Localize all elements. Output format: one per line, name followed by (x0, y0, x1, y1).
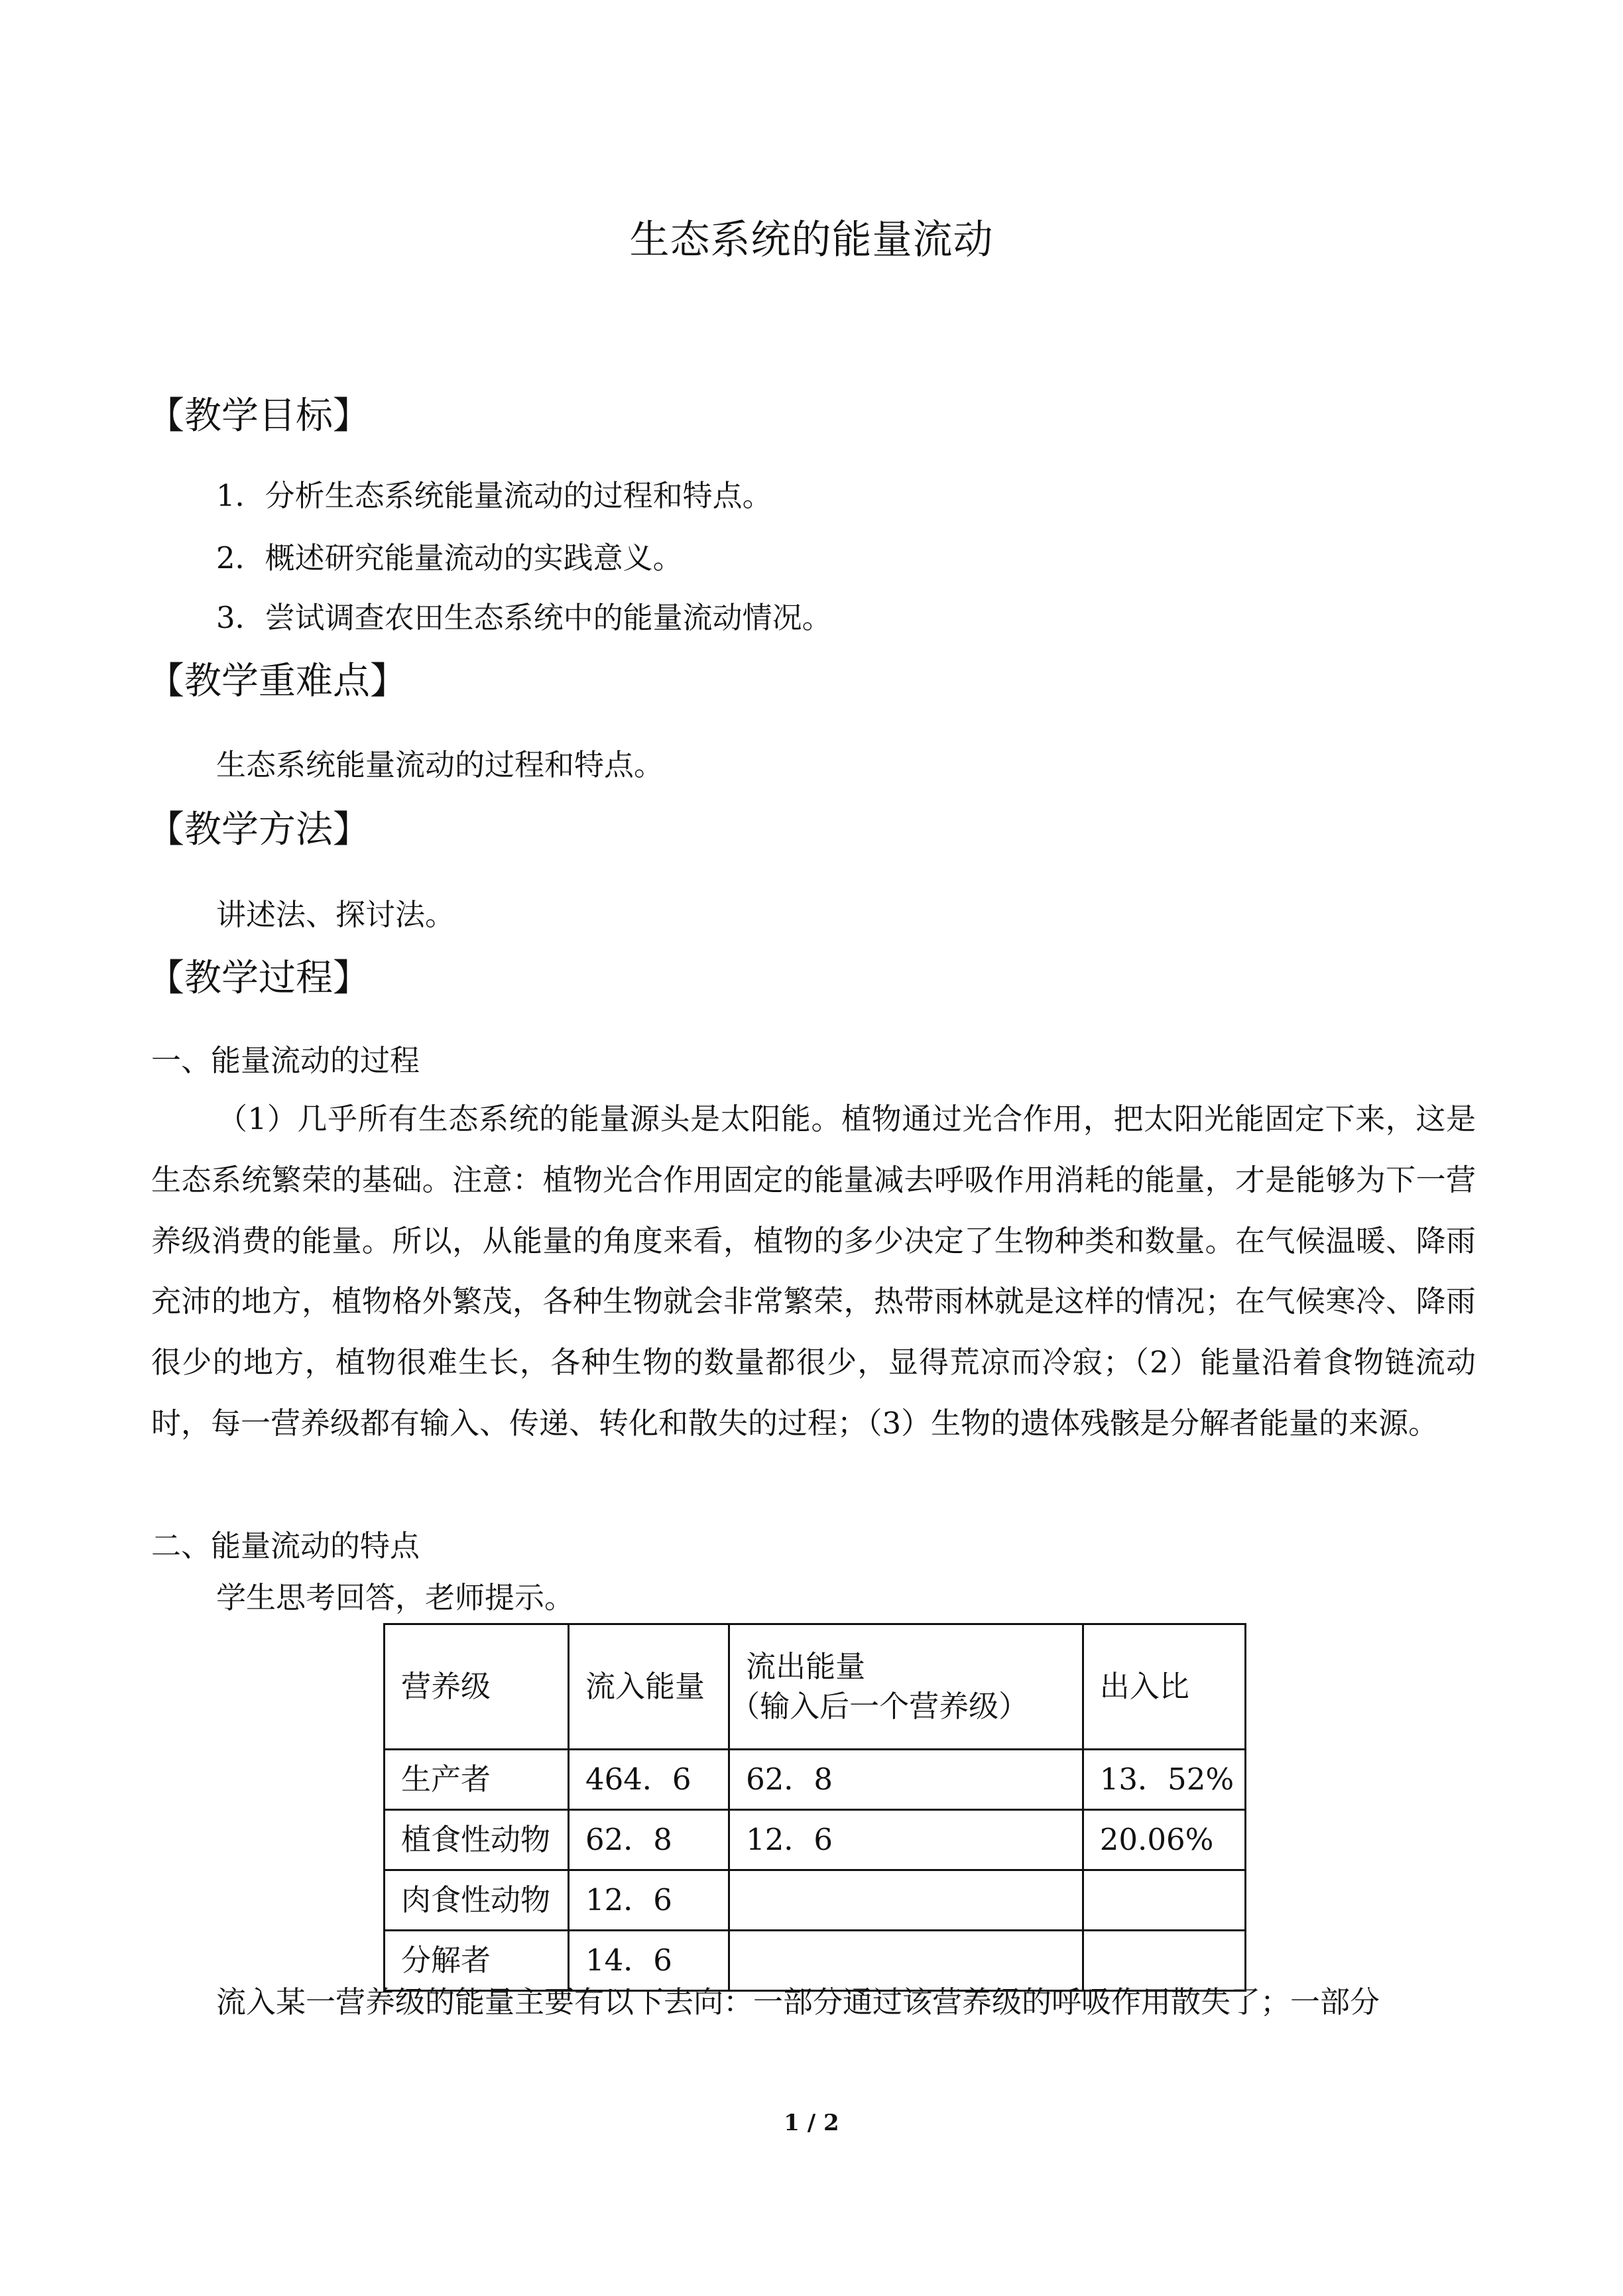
table-row (385, 1931, 1246, 1991)
process-part2-intro: 学生思考回答，老师提示。 (216, 1580, 575, 1615)
process-closing-text: 流入某一营养级的能量主要有以下去向：一部分通过该营养级的呼吸作用散失了；一部分 (216, 1984, 1380, 2020)
page-number: 1 / 2 (784, 2110, 839, 2136)
table-header-row (385, 1624, 1246, 1750)
cell-level: 肉食性动物 (385, 1870, 569, 1931)
cell-level: 生产者 (385, 1750, 569, 1810)
cell-outflow: 12．6 (729, 1810, 1083, 1870)
key-points-heading: 【教学重难点】 (147, 660, 407, 703)
process-heading: 【教学过程】 (147, 957, 370, 1000)
table-row (385, 1870, 1246, 1931)
process-part1-title: 一、能量流动的过程 (151, 1043, 420, 1078)
header-outflow-line2: （输入后一个营养级） (730, 1689, 1029, 1724)
objective-item-3: 3．尝试调查农田生态系统中的能量流动情况。 (216, 600, 832, 635)
cell-inflow: 14．6 (569, 1931, 729, 1991)
cell-level: 分解者 (385, 1931, 569, 1991)
header-cell-inflow: 流入能量 (569, 1624, 729, 1750)
methods-heading: 【教学方法】 (147, 808, 370, 851)
cell-ratio (1083, 1931, 1245, 1991)
cell-level: 植食性动物 (385, 1810, 569, 1870)
cell-outflow: 62．8 (729, 1750, 1083, 1810)
objective-item-2: 2．概述研究能量流动的实践意义。 (216, 540, 683, 575)
header-cell-ratio: 出入比 (1083, 1624, 1245, 1750)
cell-inflow: 464．6 (569, 1750, 729, 1810)
energy-flow-table (383, 1623, 1246, 1992)
cell-ratio (1083, 1870, 1245, 1931)
document-title: 生态系统的能量流动 (629, 217, 994, 263)
objectives-heading: 【教学目标】 (147, 394, 370, 438)
header-cell-outflow (729, 1624, 1083, 1750)
header-outflow-line1: 流出能量 (746, 1649, 866, 1684)
cell-ratio: 13．52% (1083, 1750, 1245, 1810)
cell-outflow (729, 1931, 1083, 1991)
cell-ratio: 20.06% (1083, 1810, 1245, 1870)
process-part2-title: 二、能量流动的特点 (151, 1528, 420, 1563)
methods-text: 讲述法、探讨法。 (216, 897, 455, 932)
cell-inflow: 12．6 (569, 1870, 729, 1931)
key-points-text: 生态系统能量流动的过程和特点。 (216, 747, 664, 782)
table-row (385, 1810, 1246, 1870)
objective-item-1: 1．分析生态系统能量流动的过程和特点。 (216, 478, 772, 513)
process-part1-paragraph: （1）几乎所有生态系统的能量源头是太阳能。植物通过光合作用，把太阳光能固定下来，这是生态系统繁荣的基础。注意：植物光合作用固定的能量减去呼吸作用消耗的能量，才是能够为下一营养级消费的能量。所以，从能量的角度来看，植物的多少决定了生物种类和数量。在气候温暖、降雨充沛的地方，植物格外繁茂，各种生物就会非常繁荣，热带雨林就是这样的情况；在气候寒冷、降雨很少的地方，植物很难生长，各种生物的数量都很少，显得荒凉而冷寂；（2）能量沿着食物链流动时，每一营养级都有输入、传递、转化和散失的过程；（3）生物的遗体残骸是分解者能量的来源。 (151, 1101, 1476, 1441)
table-row (385, 1750, 1246, 1810)
cell-inflow: 62．8 (569, 1810, 729, 1870)
cell-outflow (729, 1870, 1083, 1931)
header-cell-level: 营养级 (385, 1624, 569, 1750)
